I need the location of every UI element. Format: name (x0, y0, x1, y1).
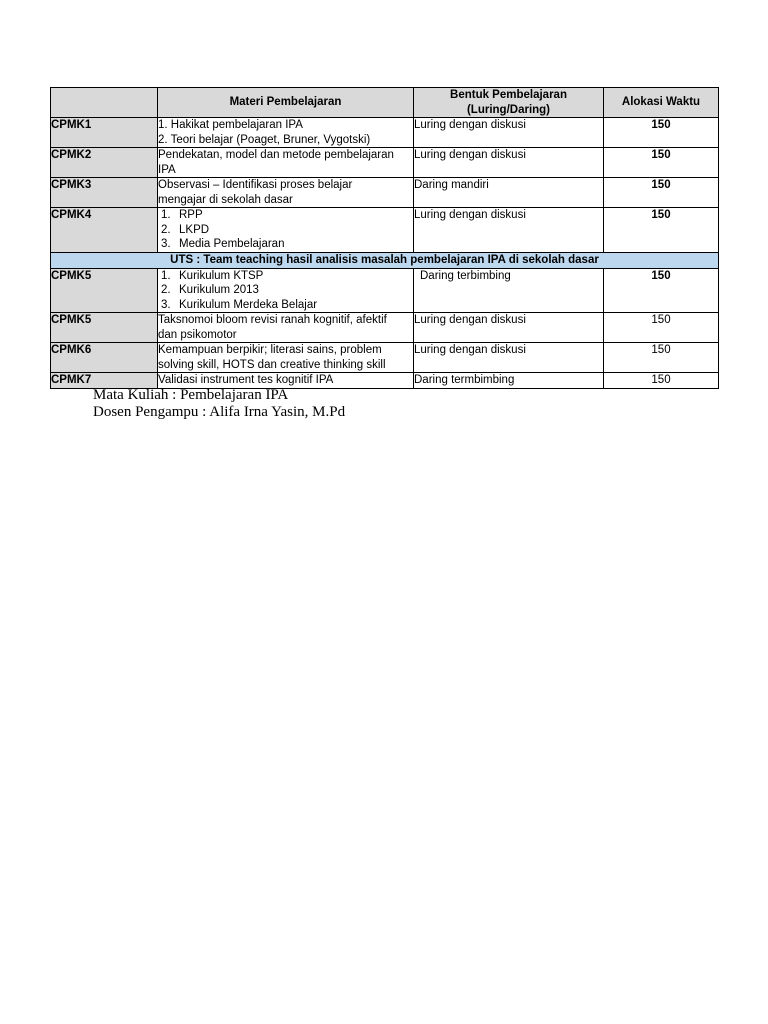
bentuk-cell: Luring dengan diskusi (414, 313, 604, 343)
course-name: Mata Kuliah : Pembelajaran IPA (93, 387, 289, 403)
table-row (51, 313, 719, 343)
cpmk-code: CPMK1 (51, 118, 158, 148)
materi-line: 2. Teori belajar (Poaget, Bruner, Vygotski) (158, 133, 371, 146)
materi-line: Observasi – Identifikasi proses belajar (158, 179, 353, 191)
materi-line: Kemampuan berpikir; literasi sains, problem (158, 344, 382, 356)
uts-label: UTS : Team teaching hasil analisis masalah pembelajaran IPA di sekolah dasar (51, 252, 719, 268)
uts-row (51, 252, 719, 268)
table-row (51, 208, 719, 253)
materi-list-item: 3. Media Pembelajaran (158, 237, 413, 252)
materi-line: Pendekatan, model dan metode pembelajaran (158, 149, 394, 161)
waktu-cell: 150 (604, 148, 719, 178)
materi-line: dan psikomotor (158, 328, 237, 341)
materi-line: Validasi instrument tes kognitif IPA (158, 374, 334, 386)
header-bentuk: Bentuk Pembelajaran (Luring/Daring) (414, 88, 604, 118)
materi-list-item: 2. Kurikulum 2013 (158, 283, 413, 298)
header-code (51, 88, 158, 118)
materi-list-item: 1. RPP (158, 208, 413, 223)
list-number: 2. (161, 223, 171, 236)
learning-plan-table (50, 87, 719, 389)
waktu-cell: 150 (604, 343, 719, 373)
materi-list-item: 1. Kurikulum KTSP (158, 269, 413, 284)
materi-cell (158, 268, 414, 313)
list-number: 1. (161, 269, 171, 282)
table-row (51, 118, 719, 148)
waktu-cell: 150 (604, 373, 719, 389)
materi-line: IPA (158, 163, 176, 176)
cpmk-code: CPMK3 (51, 178, 158, 208)
list-number: 3. (161, 238, 171, 250)
materi-cell (158, 148, 414, 178)
list-number: 1. (161, 209, 171, 221)
materi-cell (158, 178, 414, 208)
materi-cell (158, 208, 414, 253)
waktu-cell: 150 (604, 178, 719, 208)
materi-line: mengajar di sekolah dasar (158, 193, 293, 206)
waktu-cell: 150 (604, 268, 719, 313)
cpmk-code: CPMK5 (51, 268, 158, 313)
materi-line: 1. Hakikat pembelajaran IPA (158, 119, 303, 131)
materi-line: Taksnomoi bloom revisi ranah kognitif, afektif (158, 314, 387, 326)
waktu-cell: 150 (604, 313, 719, 343)
list-number: 2. (161, 284, 171, 296)
bentuk-cell: Luring dengan diskusi (414, 118, 604, 148)
waktu-cell: 150 (604, 208, 719, 253)
table-header-row (51, 88, 719, 118)
materi-list-item: 3. Kurikulum Merdeka Belajar (158, 298, 413, 313)
table-row (51, 343, 719, 373)
materi-cell (158, 343, 414, 373)
table-row (51, 178, 719, 208)
cpmk-code: CPMK4 (51, 208, 158, 253)
materi-cell (158, 118, 414, 148)
bentuk-cell: Luring dengan diskusi (414, 208, 604, 253)
table-row (51, 268, 719, 313)
course-info (93, 387, 345, 420)
header-materi: Materi Pembelajaran (158, 88, 414, 118)
table-row (51, 373, 719, 389)
materi-cell (158, 373, 414, 389)
materi-cell (158, 313, 414, 343)
materi-line: solving skill, HOTS dan creative thinking skill (158, 358, 386, 371)
bentuk-cell: Luring dengan diskusi (414, 148, 604, 178)
materi-list-item: 2. LKPD (158, 223, 413, 238)
header-alokasi: Alokasi Waktu (604, 88, 719, 118)
lecturer-name: Dosen Pengampu : Alifa Irna Yasin, M.Pd (93, 403, 346, 420)
bentuk-cell: Daring terbimbing (414, 268, 604, 313)
bentuk-cell: Luring dengan diskusi (414, 343, 604, 373)
waktu-cell: 150 (604, 118, 719, 148)
cpmk-code: CPMK6 (51, 343, 158, 373)
cpmk-code: CPMK2 (51, 148, 158, 178)
cpmk-code: CPMK5 (51, 313, 158, 343)
table-row (51, 148, 719, 178)
bentuk-cell: Daring mandiri (414, 178, 604, 208)
bentuk-cell: Daring termbimbing (414, 373, 604, 389)
cpmk-code: CPMK7 (51, 373, 158, 389)
list-number: 3. (161, 298, 171, 311)
